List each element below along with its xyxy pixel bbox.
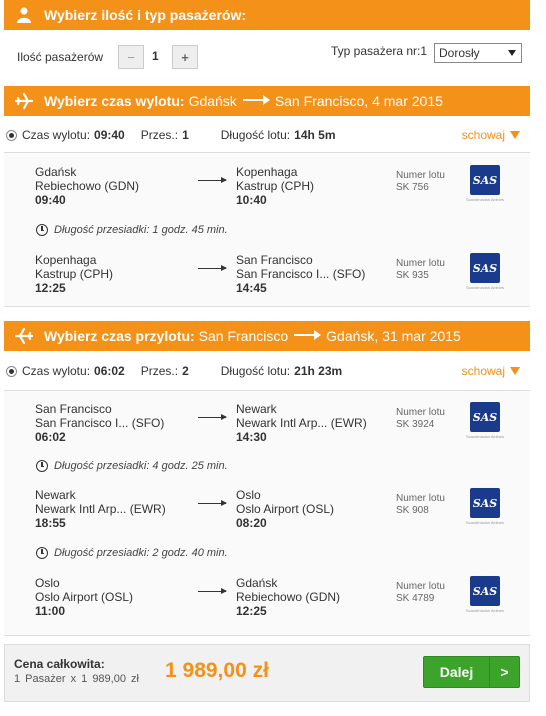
destination-airport: Rebiechowo (GDN) (236, 590, 341, 604)
passenger-type-value: Dorosły (439, 46, 480, 60)
price-calculation: 1 Pasażer x 1 989,00 zł (14, 673, 139, 685)
layover-info (36, 224, 228, 236)
segment-destination (236, 576, 340, 618)
sas-logo-mark: SAS (470, 253, 500, 283)
segment-destination (236, 488, 334, 530)
origin-time: 18:55 (35, 516, 66, 530)
clock-icon (36, 547, 48, 559)
passenger-selector (4, 34, 530, 76)
segment-origin (35, 402, 164, 444)
next-button[interactable] (423, 656, 520, 688)
arrow-right-icon (198, 180, 226, 181)
flight-number (396, 407, 445, 431)
flight-segment (4, 488, 530, 536)
layover-info (36, 547, 228, 559)
plane-arrival-icon (12, 327, 36, 345)
dep-label: Czas wylotu: (22, 364, 91, 378)
passenger-type-select[interactable] (434, 43, 522, 63)
flight-number (396, 170, 445, 194)
layover-text: Długość przesiadki: 2 godz. 40 min. (54, 547, 228, 559)
outbound-hide-toggle[interactable] (462, 128, 520, 142)
origin-airport: Newark Intl Arp... (EWR) (35, 502, 166, 516)
outbound-header (4, 86, 530, 116)
origin-city: Newark (35, 488, 76, 502)
arrow-right-icon (198, 503, 226, 504)
segment-origin (35, 488, 166, 530)
origin-airport: Oslo Airport (OSL) (35, 590, 134, 604)
stops-value: 2 (182, 364, 189, 378)
flight-segment (4, 576, 530, 624)
origin-time: 06:02 (35, 430, 66, 444)
destination-airport: Kastrup (CPH) (236, 179, 315, 193)
inbound-hide-toggle[interactable] (462, 364, 520, 378)
arrow-right-icon (198, 268, 226, 269)
chevron-right-icon: > (489, 657, 519, 687)
route-arrow-icon (243, 99, 269, 101)
sas-logo-sub: Scandinavian Airlines (465, 608, 505, 613)
origin-city: Gdańsk (35, 165, 77, 179)
destination-time: 14:30 (236, 430, 267, 444)
route-arrow-icon (294, 334, 320, 336)
origin-airport: Rebiechowo (GDN) (35, 179, 140, 193)
sas-logo (462, 165, 508, 205)
destination-city: Newark (236, 402, 277, 416)
destination-time: 12:25 (236, 604, 267, 618)
duration-label: Długość lotu: (220, 364, 291, 378)
flight-number-label: Numer lotu (396, 258, 445, 269)
flight-number-value: SK 756 (396, 182, 429, 193)
destination-city: Gdańsk (236, 576, 278, 590)
hide-label: schowaj (461, 364, 505, 378)
segment-destination (236, 402, 367, 444)
clock-icon (36, 460, 48, 472)
flight-number (396, 258, 445, 282)
sas-logo-mark: SAS (470, 488, 500, 518)
outbound-label: Wybierz czas wylotu: (44, 93, 185, 109)
flight-number-label: Numer lotu (396, 407, 445, 418)
decrease-passengers-button[interactable]: − (118, 45, 144, 69)
dep-label: Czas wylotu: (22, 128, 91, 142)
outbound-details (4, 152, 530, 307)
clock-icon (36, 224, 48, 236)
segment-origin (35, 253, 113, 295)
flight-number-label: Numer lotu (396, 581, 445, 592)
destination-airport: Newark Intl Arp... (EWR) (236, 416, 367, 430)
inbound-label: Wybierz czas przylotu: (44, 328, 195, 344)
layover-text: Długość przesiadki: 4 godz. 25 min. (54, 460, 228, 472)
sas-logo-mark: SAS (470, 165, 500, 195)
origin-airport: Kastrup (CPH) (35, 267, 114, 281)
plane-departure-icon (12, 92, 36, 110)
stops-label: Przes.: (140, 364, 179, 378)
outbound-radio[interactable] (6, 130, 17, 141)
flight-segment (4, 165, 530, 213)
segment-origin (35, 576, 133, 618)
sas-logo-sub: Scandinavian Airlines (465, 434, 505, 439)
destination-city: Kopenhaga (236, 165, 298, 179)
sas-logo (462, 402, 508, 442)
destination-airport: Oslo Airport (OSL) (236, 502, 335, 516)
sas-logo-sub: Scandinavian Airlines (465, 197, 505, 202)
destination-airport: San Francisco I... (SFO) (236, 267, 366, 281)
origin-time: 12:25 (35, 281, 66, 295)
origin-time: 09:40 (35, 193, 66, 207)
origin-city: San Francisco (35, 402, 112, 416)
passengers-title: Wybierz ilość i typ pasażerów: (44, 7, 247, 23)
next-button-label: Dalej (439, 664, 474, 680)
layover-info (36, 460, 228, 472)
flight-segment (4, 402, 530, 450)
total-label: Cena całkowita: (14, 657, 105, 671)
dep-value: 06:02 (94, 364, 125, 378)
hide-label: schowaj (461, 128, 505, 142)
outbound-origin: Gdańsk (188, 93, 237, 109)
duration-label: Długość lotu: (220, 128, 291, 142)
destination-city: San Francisco (236, 253, 313, 267)
flight-number (396, 493, 445, 517)
destination-city: Oslo (236, 488, 261, 502)
passenger-count: 1 (152, 49, 159, 63)
segment-destination (236, 165, 314, 207)
stops-label: Przes.: (140, 128, 179, 142)
origin-time: 11:00 (35, 604, 66, 618)
triangle-down-icon (510, 367, 520, 375)
dep-value: 09:40 (94, 128, 125, 142)
inbound-radio[interactable] (6, 366, 17, 377)
inbound-details (4, 390, 530, 636)
inbound-destination: Gdańsk, 31 mar 2015 (326, 328, 461, 344)
increase-passengers-button[interactable]: + (172, 45, 198, 69)
segment-origin (35, 165, 139, 207)
inbound-header (4, 321, 530, 351)
inbound-origin: San Francisco (198, 328, 289, 344)
flight-number-value: SK 908 (396, 505, 429, 516)
arrow-right-icon (198, 591, 226, 592)
inbound-summary[interactable] (4, 356, 530, 386)
passengers-header (4, 0, 530, 30)
origin-city: Oslo (35, 576, 60, 590)
price-footer (4, 644, 530, 702)
sas-logo-mark: SAS (470, 576, 500, 606)
total-price: 1 989,00 zł (165, 659, 269, 682)
duration-value: 14h 5m (294, 128, 336, 142)
arrow-right-icon (198, 417, 226, 418)
outbound-summary[interactable] (4, 120, 530, 150)
origin-city: Kopenhaga (35, 253, 97, 267)
stops-value: 1 (182, 128, 189, 142)
duration-value: 21h 23m (294, 364, 343, 378)
sas-logo-sub: Scandinavian Airlines (465, 520, 505, 525)
destination-time: 10:40 (236, 193, 267, 207)
destination-time: 08:20 (236, 516, 267, 530)
segment-destination (236, 253, 365, 295)
person-icon (12, 7, 36, 23)
triangle-down-icon (510, 131, 520, 139)
outbound-destination: San Francisco, 4 mar 2015 (274, 93, 443, 109)
sas-logo (462, 488, 508, 528)
sas-logo (462, 576, 508, 616)
flight-number-label: Numer lotu (396, 493, 445, 504)
flight-number (396, 581, 445, 605)
passenger-count-label: Ilość pasażerów (17, 50, 104, 64)
flight-segment (4, 253, 530, 301)
passenger-type-label: Typ pasażera nr:1 (331, 44, 428, 58)
layover-text: Długość przesiadki: 1 godz. 45 min. (54, 224, 228, 236)
sas-logo-sub: Scandinavian Airlines (465, 285, 505, 290)
flight-number-value: SK 935 (396, 270, 429, 281)
flight-number-value: SK 4789 (396, 593, 435, 604)
dropdown-caret-icon (508, 50, 516, 56)
origin-airport: San Francisco I... (SFO) (35, 416, 165, 430)
sas-logo (462, 253, 508, 293)
flight-number-value: SK 3924 (396, 419, 435, 430)
flight-number-label: Numer lotu (396, 170, 445, 181)
destination-time: 14:45 (236, 281, 267, 295)
sas-logo-mark: SAS (470, 402, 500, 432)
